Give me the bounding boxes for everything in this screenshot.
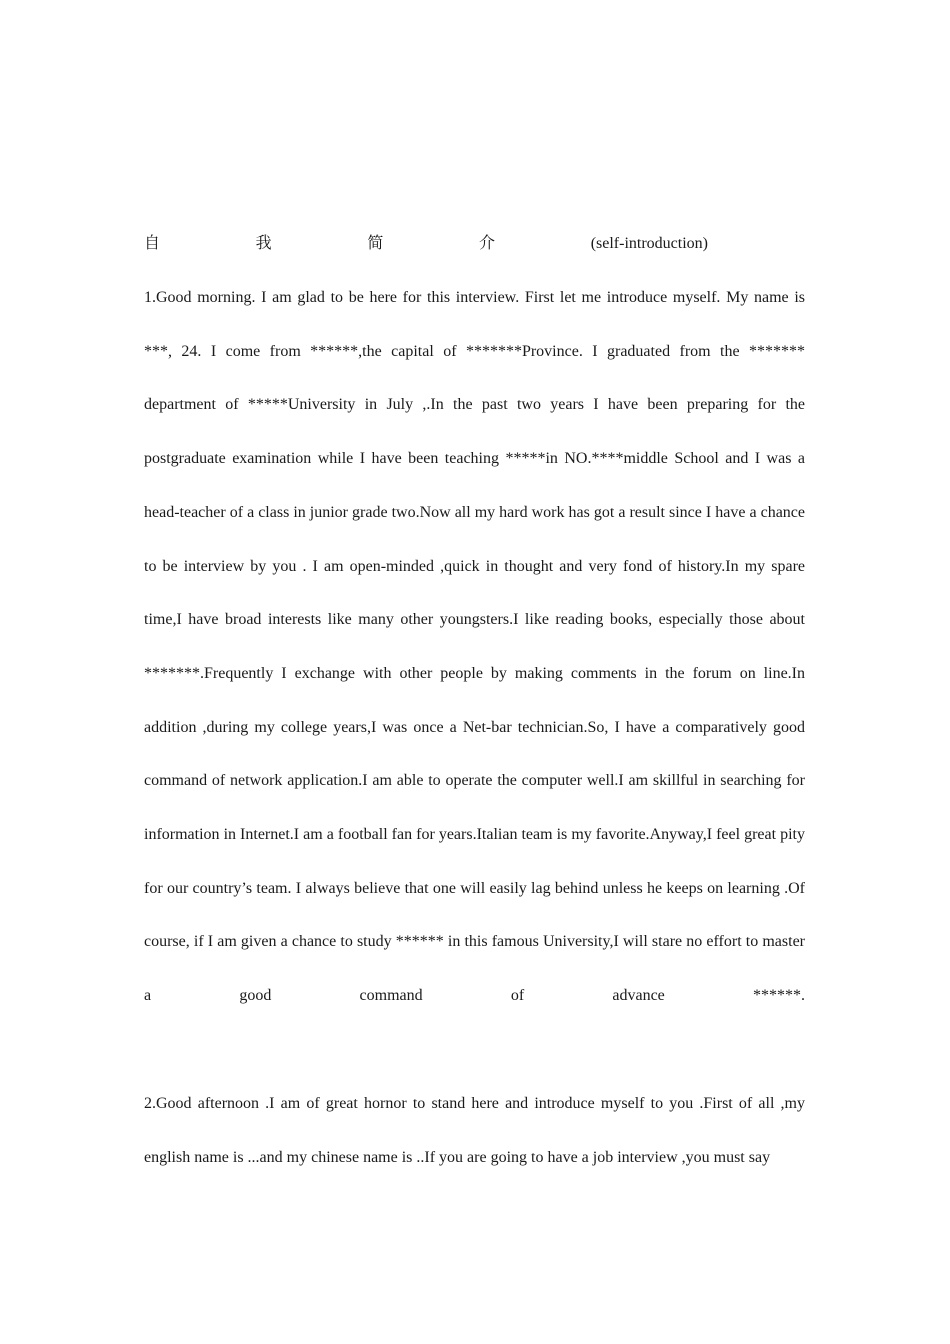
paragraph-spacer bbox=[144, 1023, 805, 1077]
title-char-1: 自 bbox=[144, 235, 161, 252]
paragraph-2: 2.Good afternoon .I am of great hornor to stand here and introduce myself to you .First of all ,my english name is ...and my chinese name is ..If you are going to have a job interview ,you must say bbox=[144, 1094, 805, 1166]
title-char-3: 简 bbox=[367, 235, 384, 252]
document-body bbox=[144, 217, 805, 1184]
paragraph-1: 1.Good morning. I am glad to be here for this interview. First let me introduce myself. My name is ***, 24. I come from ******,the capital of *******Province. I graduated from the ******* department of *****University in July ,.In the past two years I have been preparing for the postgraduate examination while I have been teaching *****in NO.****middle School and I was a head-teacher of a class in junior grade two.Now all my hard work has got a result since I have a chance to be interview by you . I am open-minded ,quick in thought and very fond of history.In my spare time,I have broad interests like many other youngsters.I like reading books, especially those about *******.Frequently I exchange with other people by making comments in the forum on line.In addition ,during my college years,I was once a Net-bar technician.So, I have a comparatively good command of network application.I am able to operate the computer well.I am skillful in searching for information in Internet.I am a football fan for years.Italian team is my favorite.Anyway,I feel great pity for our country’s team. I always believe that one will easily lag behind unless he keeps on learning .Of course, if I am given a chance to study ****** in this famous University,I will stare no effort to master a good command of advance ******. bbox=[144, 289, 805, 1005]
title-english: (self-introduction) bbox=[590, 235, 708, 252]
document-title bbox=[144, 217, 708, 271]
title-char-4: 介 bbox=[479, 235, 496, 252]
title-char-2: 我 bbox=[255, 235, 272, 252]
